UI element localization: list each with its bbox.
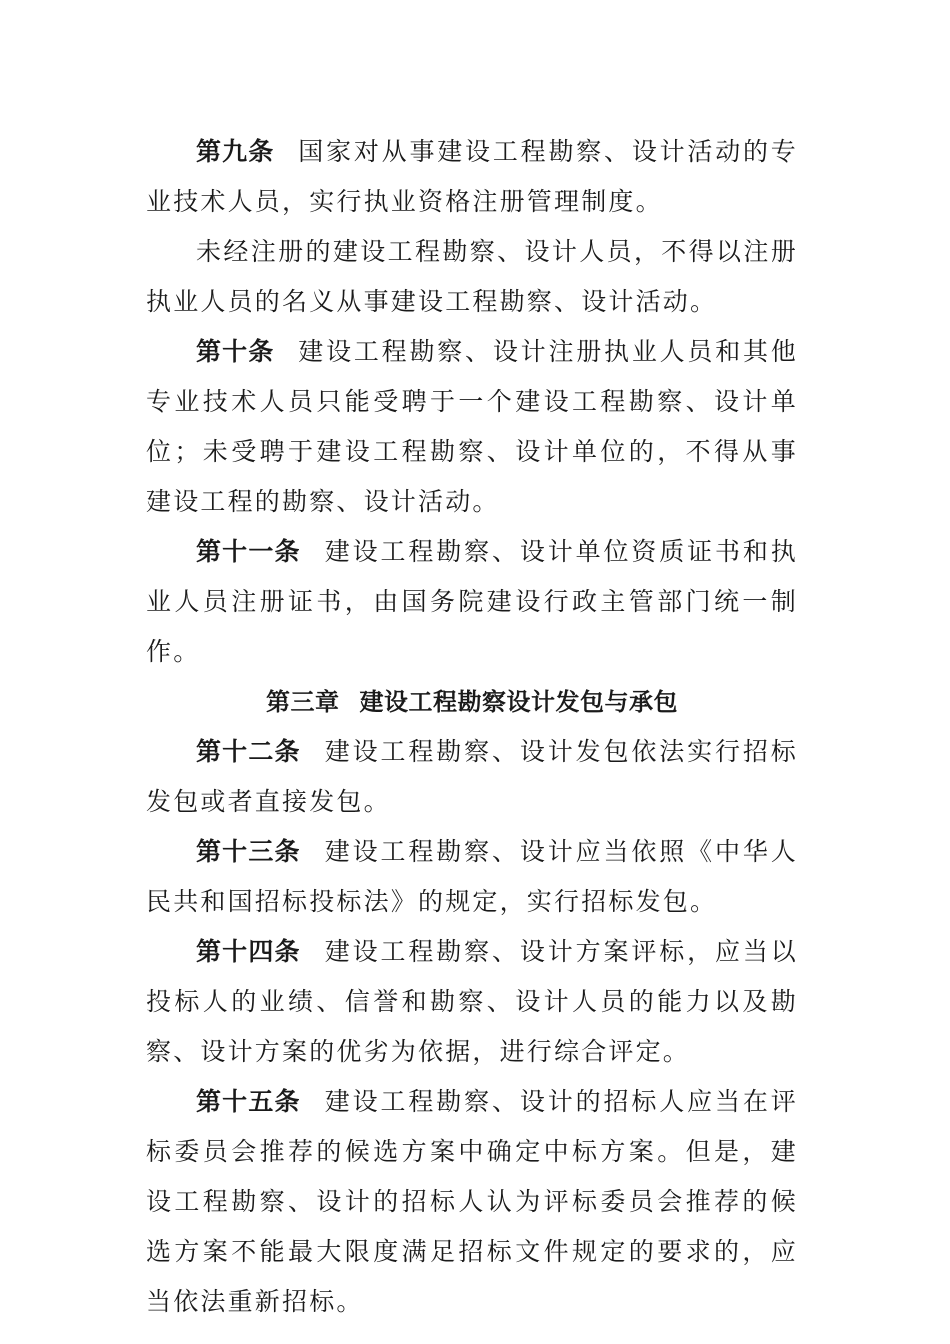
article-number: 第十三条 — [196, 837, 301, 866]
article-9 — [146, 127, 798, 227]
article-number: 第十一条 — [196, 537, 301, 566]
article-number: 第十二条 — [196, 737, 301, 766]
article-number: 第十条 — [196, 337, 275, 366]
article-11 — [146, 527, 798, 677]
article-13 — [146, 827, 798, 927]
article-number: 第十四条 — [196, 937, 301, 966]
article-text: 建设工程勘察、设计的招标人应当在评标委员会推荐的候选方案中确定中标方案。但是，建设工程勘察、设计的招标人认为评标委员会推荐的候选方案不能最大限度满足招标文件规定的要求的，应当依法重新招标。 — [146, 1087, 798, 1316]
chapter-title: 建设工程勘察设计发包与承包 — [359, 688, 678, 716]
article-15 — [146, 1077, 798, 1327]
article-text: 建设工程勘察、设计单位资质证书和执业人员注册证书，由国务院建设行政主管部门统一制作。 — [146, 537, 798, 666]
article-text: 建设工程勘察、设计应当依照《中华人民共和国招标投标法》的规定，实行招标发包。 — [146, 837, 798, 916]
article-text: 未经注册的建设工程勘察、设计人员，不得以注册执业人员的名义从事建设工程勘察、设计活动。 — [146, 237, 798, 316]
article-9-paragraph-2 — [146, 227, 798, 327]
document-body — [146, 127, 798, 1327]
chapter-heading — [146, 677, 798, 727]
article-14 — [146, 927, 798, 1077]
article-text: 建设工程勘察、设计方案评标，应当以投标人的业绩、信誉和勘察、设计人员的能力以及勘察、设计方案的优劣为依据，进行综合评定。 — [146, 937, 798, 1066]
article-text: 国家对从事建设工程勘察、设计活动的专业技术人员，实行执业资格注册管理制度。 — [146, 137, 798, 216]
article-text: 建设工程勘察、设计注册执业人员和其他专业技术人员只能受聘于一个建设工程勘察、设计单位；未受聘于建设工程勘察、设计单位的，不得从事建设工程的勘察、设计活动。 — [146, 337, 798, 516]
article-text: 建设工程勘察、设计发包依法实行招标发包或者直接发包。 — [146, 737, 798, 816]
article-number: 第十五条 — [196, 1087, 301, 1116]
chapter-number: 第三章 — [266, 688, 340, 716]
article-12 — [146, 727, 798, 827]
article-10 — [146, 327, 798, 527]
article-number: 第九条 — [196, 137, 275, 166]
